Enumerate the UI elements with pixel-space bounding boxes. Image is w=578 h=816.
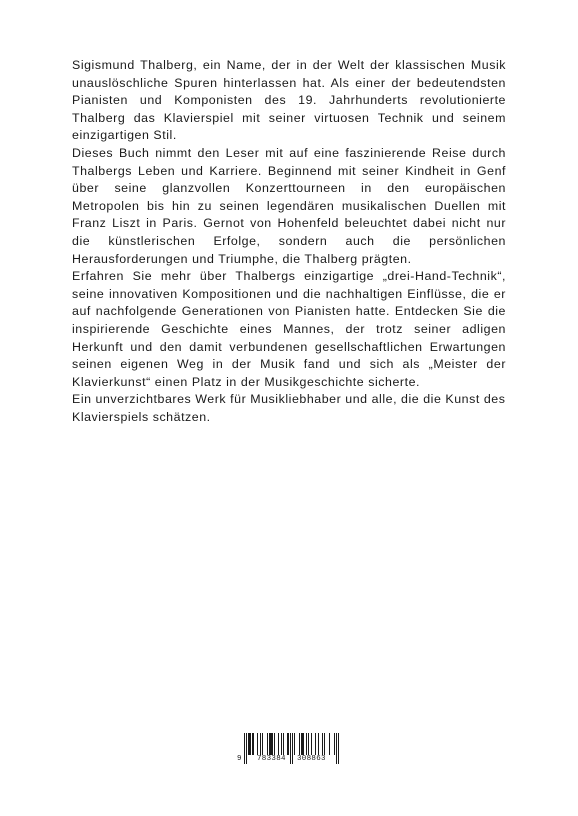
barcode-bar [267,733,268,755]
barcode-bar [329,733,330,755]
barcode-bar [294,733,295,755]
barcode-bar [308,733,309,755]
barcode-bar [311,733,312,755]
barcode-bar [272,733,273,755]
barcode-bar [244,733,245,764]
barcode-bar [336,733,337,764]
barcode-bar [246,733,247,764]
barcode-first-digit: 9 [237,755,242,763]
barcode-bar [302,733,303,755]
blurb-paragraph-journey: Dieses Buch nimmt den Leser mit auf eine faszinierende Reise durch Thalbergs Leben und Karriere. Beginnend mit seiner Kindheit in Genf über seine glanzvollen Konzerttourneen in den europäischen Metropolen bis hin zu seinen legendären musikalischen Duellen mit Franz Liszt in Paris. Gernot von Hohenfeld beleuchtet dabei nicht nur die künstlerischen Erfolge, sondern auch die persönlichen Herausforderungen und Triumphe, die Thalberg prägten. [72,145,506,266]
barcode-bar [292,733,293,764]
barcode-bar [283,733,284,755]
barcode-bar [303,733,304,755]
barcode-bar [269,733,270,755]
barcode-bar [271,733,272,755]
barcode-bar [334,733,335,755]
barcode-bar [278,733,279,755]
barcode-bar [248,733,249,755]
barcode-bar [288,733,289,755]
blurb-paragraph-intro: Sigismund Thalberg, ein Name, der in der Welt der klassischen Musik unauslöschliche Spuren hinterlassen hat. Als einer der bedeutendsten Pianisten und Komponisten des 19. Jahrhunderts revolutionierte Thalberg das Klavierspiel mit seiner virtuosen Technik und seinem einzigartigen Stil. [72,58,506,143]
barcode-bar [322,733,323,755]
barcode-bar [260,733,261,755]
back-cover-blurb [72,57,506,426]
barcode-bar [338,733,339,764]
barcode-bar [306,733,307,755]
barcode-right-digits: 308863 [297,755,326,763]
barcode-bar [270,733,271,755]
barcode-bar [257,733,258,755]
barcode-bar [249,733,250,755]
blurb-paragraph-closing: Ein unverzichtbares Werk für Musikliebhaber und alle, die die Kunst des Klavierspiels schätzen. [72,392,506,424]
barcode-bar [252,733,253,755]
barcode-bar [253,733,254,755]
barcode-bar [318,733,319,755]
barcode-bar [287,733,288,755]
barcode-bar [299,733,300,755]
barcode-left-digits: 783384 [257,755,286,763]
barcode-bar [315,733,316,755]
barcode-bar [250,733,251,755]
barcode-bar [262,733,263,755]
blurb-paragraph-technique: Erfahren Sie mehr über Thalbergs einzigartige „drei-Hand-Technik“, seine innovativen Kompositionen und die nachhaltigen Einflüsse, die er auf nachfolgende Generationen von Pianisten hatte. Entdecken Sie die inspirierende Geschichte eines Mannes, der trotz seiner adligen Herkunft und den damit verbundenen gesellschaftlichen Erwartungen seinen eigenen Weg in der Musik fand und sich als „Meister der Klavierkunst“ einen Platz in der Musikgeschichte sicherte. [72,269,506,389]
barcode-bar [274,733,275,755]
barcode-bar [324,733,325,755]
barcode-bar [281,733,282,755]
isbn-barcode [236,733,342,767]
barcode-bar [301,733,302,755]
barcode-bar [290,733,291,764]
